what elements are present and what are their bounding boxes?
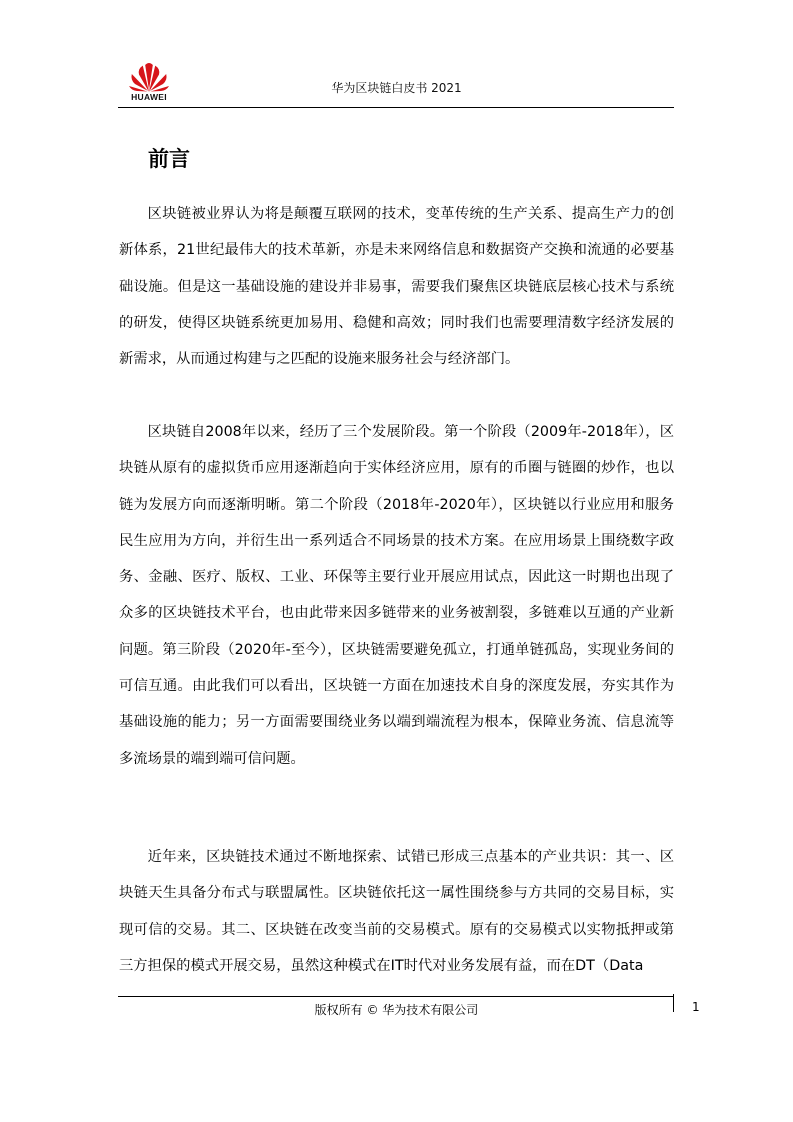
paragraph-3: 近年来，区块链技术通过不断地探索、试错已形成三点基本的产业共识：其一、区块链天生具备分布式与联盟属性。区块链依托这一属性围绕参与方共同的交易目标，实现可信的交易。其二、区块链在改变当前的交易模式。原有的交易模式以实物抵押或第三方担保的模式开展交易，虽然这种模式在IT时代对业务发展有益，而在DT（Data	[119, 849, 674, 974]
page-title: 前言	[148, 147, 190, 171]
paragraph-1: 区块链被业界认为将是颠覆互联网的技术，变革传统的生产关系、提高生产力的创新体系，21世纪最伟大的技术革新，亦是未来网络信息和数据资产交换和流通的必要基础设施。但是这一基础设施的建设并非易事，需要我们聚焦区块链底层核心技术与系统的研发，使得区块链系统更加易用、稳健和高效；同时我们也需要理清数字经济发展的新需求，从而通过构建与之匹配的设施来服务社会与经济部门。	[119, 206, 674, 368]
footer-copyright: 版权所有 © 华为技术有限公司	[314, 1003, 479, 1017]
header-divider	[118, 107, 674, 108]
footer-divider	[118, 996, 674, 997]
header-title: 华为区块链白皮书 2021	[331, 81, 462, 95]
page-number: 1	[692, 1000, 700, 1014]
paragraph-2: 区块链自2008年以来，经历了三个发展阶段。第一个阶段（2009年-2018年），区块链从原有的虚拟货币应用逐渐趋向于实体经济应用，原有的币圈与链圈的炒作，也以链为发展方向而逐渐明晰。第二个阶段（2018年-2020年），区块链以行业应用和服务民生应用为方向，并衍生出一系列适合不同场景的技术方案。在应用场景上围绕数字政务、金融、医疗、版权、工业、环保等主要行业开展应用试点，因此这一时期也出现了众多的区块链技术平台，也由此带来因多链带来的业务被割裂，多链难以互通的产业新问题。第三阶段（2020年-至今），区块链需要避免孤立，打通单链孤岛，实现业务间的可信互通。由此我们可以看出，区块链一方面在加速技术自身的深度发展，夯实其作为基础设施的能力；另一方面需要围绕业务以端到端流程为根本，保障业务流、信息流等多流场景的端到端可信问题。	[119, 424, 674, 767]
logo-wordmark: HUAWEI	[131, 92, 167, 102]
